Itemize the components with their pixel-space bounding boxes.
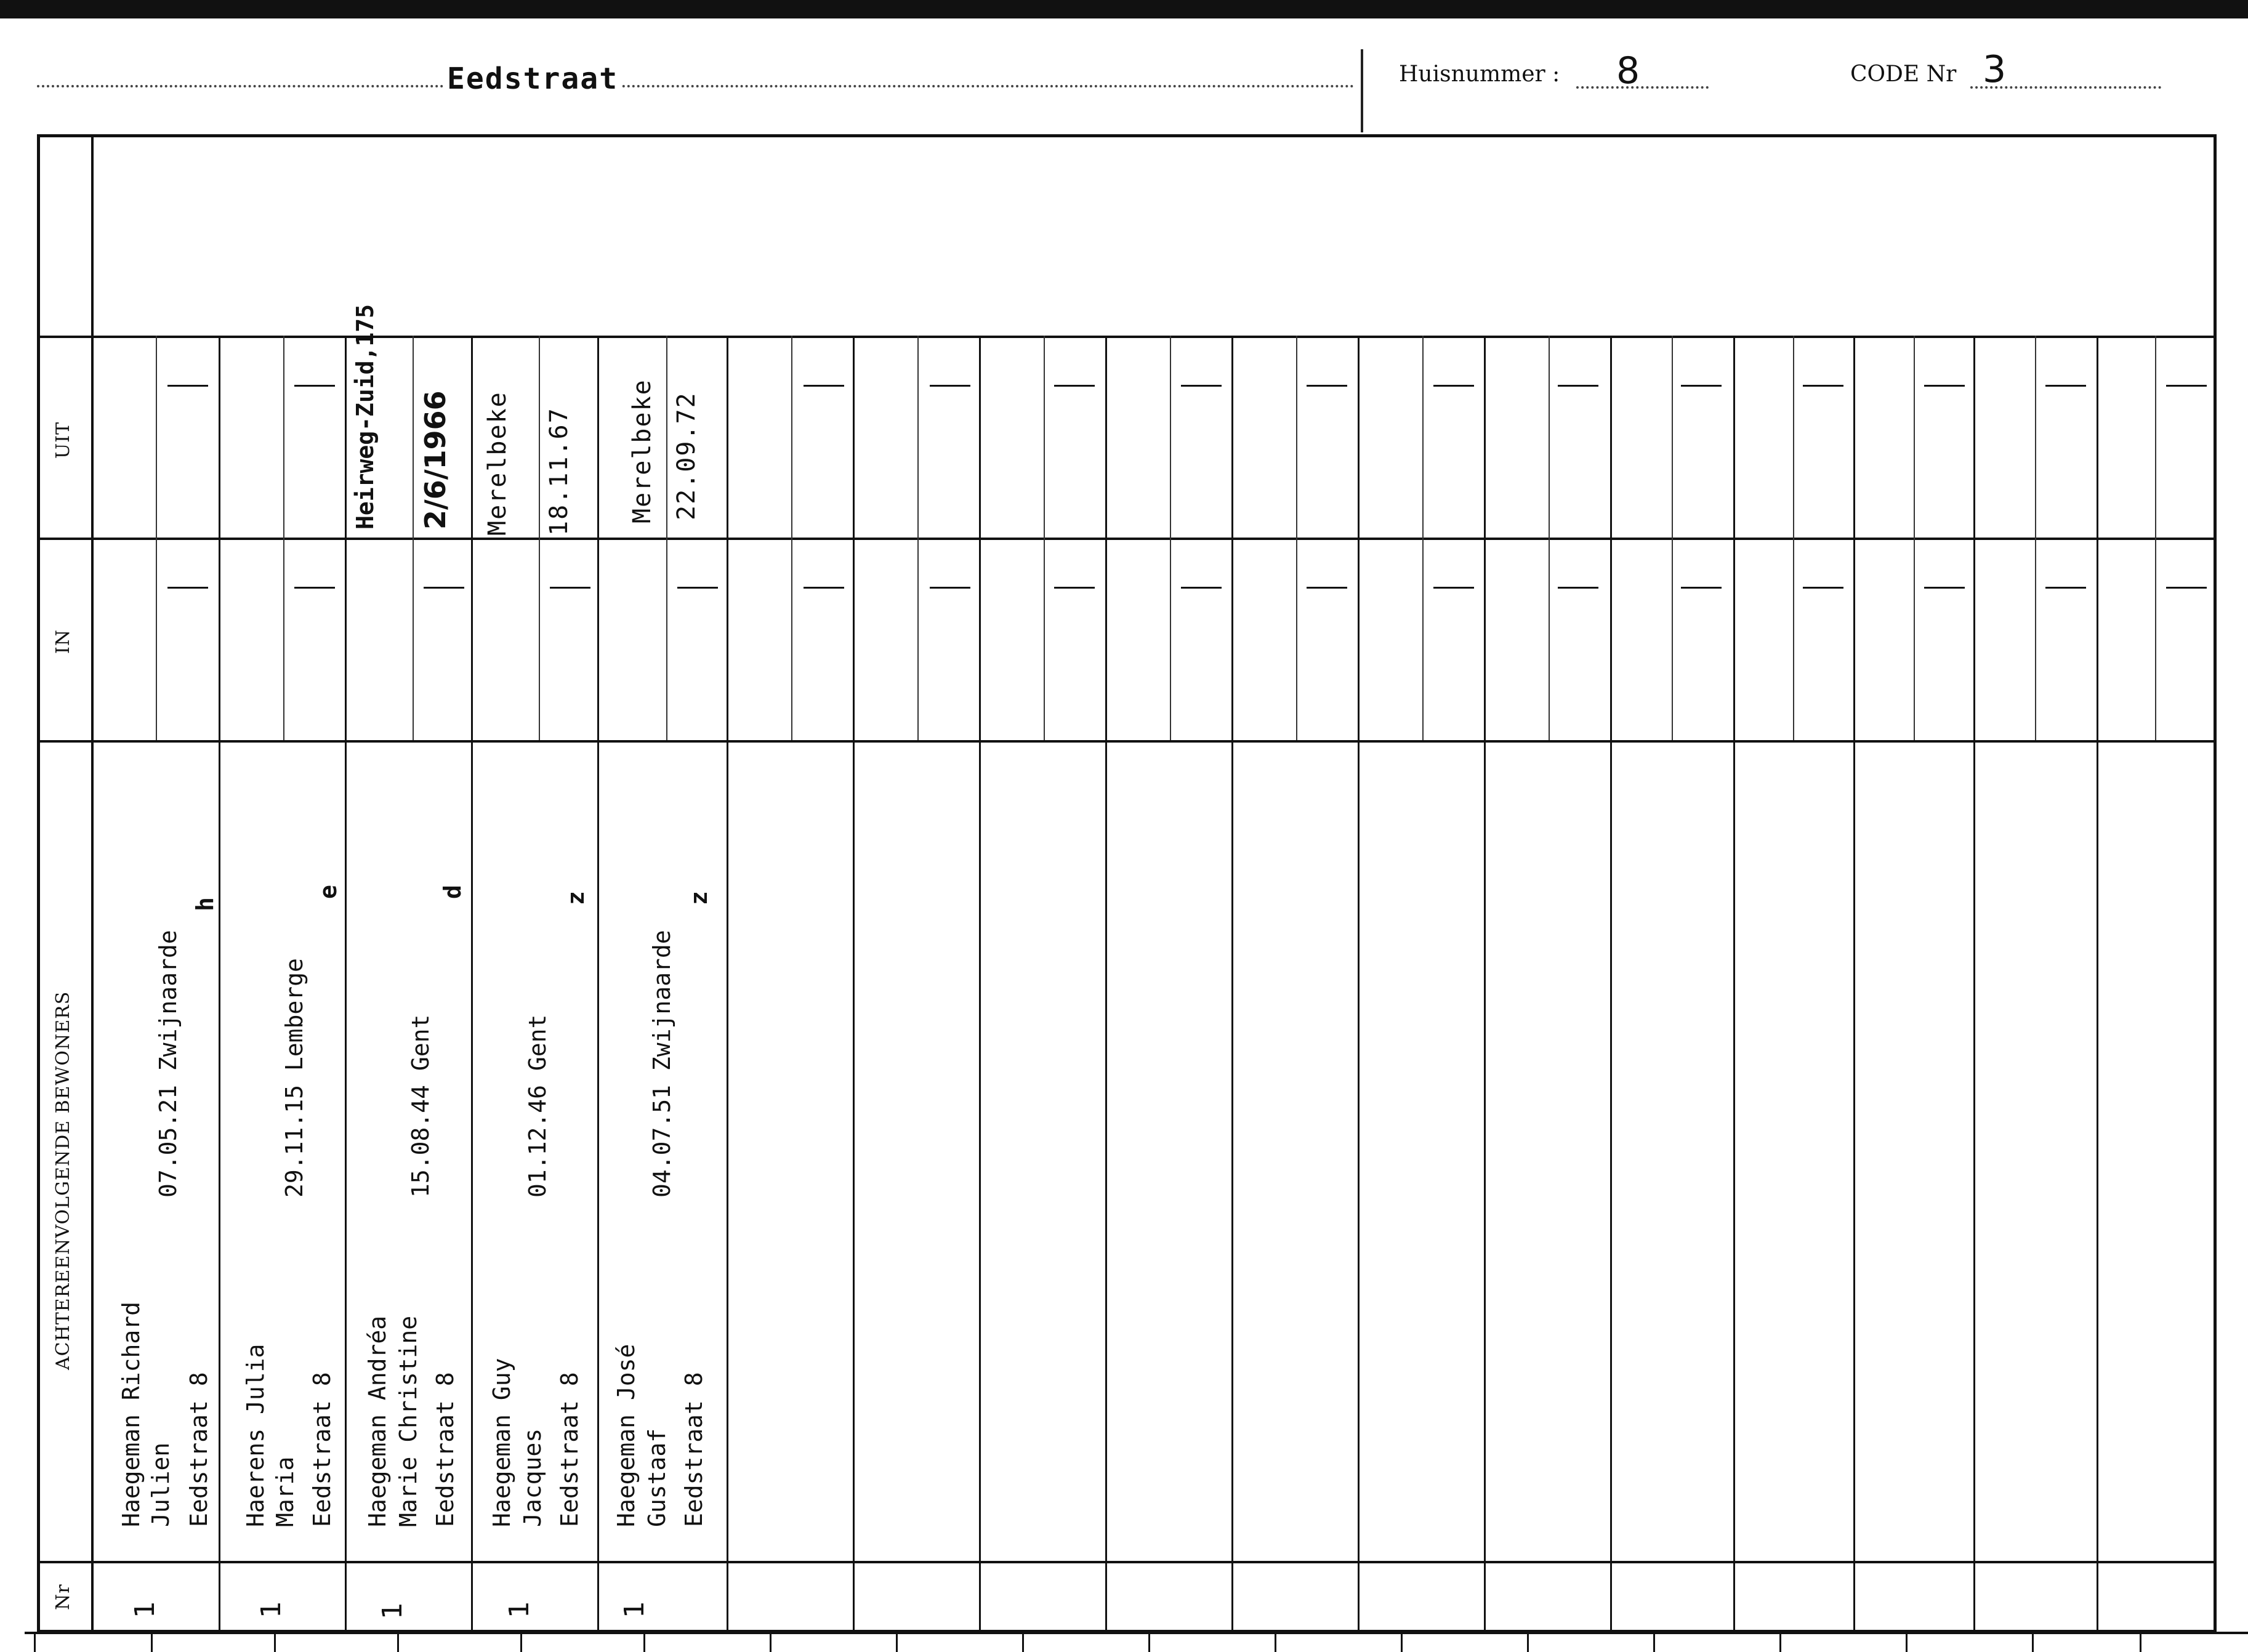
subcolumn-line xyxy=(1296,336,1297,740)
resident-birth: 29.11.15 Lemberge xyxy=(281,958,308,1198)
uit-dash xyxy=(1803,385,1843,387)
subcolumn-line xyxy=(1422,336,1424,740)
uit-dash xyxy=(294,385,335,387)
in-dash xyxy=(1803,587,1843,589)
resident-nr: 1 xyxy=(377,1602,408,1619)
in-dash xyxy=(804,587,844,589)
bottom-tick xyxy=(1401,1634,1403,1652)
in-dash xyxy=(2045,587,2086,589)
subcolumn-line xyxy=(1549,336,1550,740)
subcolumn-line xyxy=(1914,336,1915,740)
resident-status: z xyxy=(562,891,589,905)
resident-address: Eedstraat 8 xyxy=(432,1372,459,1527)
uit-dash xyxy=(167,385,208,387)
resident-birth: 07.05.21 Zwijnaarde xyxy=(155,930,182,1198)
bottom-tick xyxy=(520,1634,522,1652)
bottom-tick xyxy=(274,1634,276,1652)
in-dash xyxy=(1307,587,1347,589)
resident-name: Haegeman Andréa xyxy=(364,1315,391,1527)
resident-second-name: Maria xyxy=(272,1456,299,1527)
column-line xyxy=(345,336,347,1632)
resident-status: z xyxy=(685,891,712,905)
column-line xyxy=(1610,336,1612,1632)
bottom-tick xyxy=(643,1634,645,1652)
in-dash xyxy=(294,587,335,589)
section-nr-label: Nr xyxy=(52,1584,74,1610)
resident-status: e xyxy=(315,885,342,899)
uit-dash xyxy=(1433,385,1474,387)
uit-dash xyxy=(1054,385,1095,387)
column-line xyxy=(727,336,728,1632)
resident-address: Eedstraat 8 xyxy=(185,1372,212,1527)
resident-birth: 01.12.46 Gent xyxy=(524,1014,551,1198)
resident-nr: 1 xyxy=(504,1601,535,1618)
column-line xyxy=(1733,336,1735,1632)
uit-dash xyxy=(1924,385,1965,387)
column-line xyxy=(1484,336,1486,1632)
street-name: Eedstraat xyxy=(443,62,622,96)
resident-birth: 15.08.44 Gent xyxy=(407,1014,434,1198)
in-dash xyxy=(1558,587,1598,589)
resident-address: Eedstraat 8 xyxy=(680,1372,707,1527)
bottom-tick xyxy=(151,1634,153,1652)
uit-dash xyxy=(1307,385,1347,387)
column-line xyxy=(853,336,855,1632)
in-dash xyxy=(424,587,464,589)
resident-second-name: Marie Christine xyxy=(395,1315,422,1527)
resident-name: Haegeman Richard xyxy=(118,1301,145,1527)
label-column-divider xyxy=(91,134,94,1633)
column-line xyxy=(1973,336,1975,1632)
resident-status: d xyxy=(439,885,466,899)
divider-uit-in xyxy=(37,538,2217,540)
house-number-value: 8 xyxy=(1616,49,1640,92)
bottom-tick xyxy=(770,1634,771,1652)
uit-dash xyxy=(1558,385,1598,387)
uit-place-text: Heirweg-Zuid,175 xyxy=(352,304,379,530)
column-line xyxy=(1105,336,1107,1632)
subcolumn-line xyxy=(791,336,792,740)
section-residents-label: ACHTEREENVOLGENDE BEWONERS xyxy=(52,991,74,1370)
resident-second-name: Jacques xyxy=(519,1428,546,1527)
bottom-tick xyxy=(1148,1634,1150,1652)
in-dash xyxy=(2166,587,2207,589)
in-dash xyxy=(1054,587,1095,589)
resident-nr: 1 xyxy=(256,1601,287,1618)
subcolumn-line xyxy=(413,336,414,740)
subcolumn-line xyxy=(539,336,540,740)
in-dash xyxy=(930,587,970,589)
subcolumn-line xyxy=(917,336,919,740)
uit-dash xyxy=(2166,385,2207,387)
resident-second-name: Julien xyxy=(147,1442,174,1527)
bottom-tick xyxy=(1653,1634,1655,1652)
in-dash xyxy=(1924,587,1965,589)
bottom-tick xyxy=(1527,1634,1529,1652)
subcolumn-line xyxy=(1044,336,1045,740)
subcolumn-line xyxy=(1793,336,1794,740)
column-line xyxy=(597,336,599,1632)
subcolumn-line xyxy=(156,336,157,740)
divider-residents-nr xyxy=(37,1561,2217,1563)
subcolumn-line xyxy=(1170,336,1171,740)
subcolumn-line xyxy=(2155,336,2156,740)
bottom-tick xyxy=(1779,1634,1781,1652)
uit-date: 22.09.72 xyxy=(672,392,701,520)
uit-dash xyxy=(1681,385,1722,387)
uit-place: Merelbeke xyxy=(628,379,656,523)
in-dash xyxy=(1433,587,1474,589)
uit-dash xyxy=(930,385,970,387)
bottom-line xyxy=(25,1632,2248,1634)
section-uit-label: UIT xyxy=(52,421,74,459)
resident-status: h xyxy=(191,897,219,911)
bottom-tick xyxy=(397,1634,399,1652)
uit-date: 2/6/1966 xyxy=(419,390,452,530)
column-line xyxy=(471,336,473,1632)
uit-place xyxy=(351,304,379,530)
resident-name: Haerens Julia xyxy=(242,1344,269,1527)
resident-address: Eedstraat 8 xyxy=(308,1372,336,1527)
column-line xyxy=(1853,336,1855,1632)
uit-place: Merelbeke xyxy=(483,391,512,536)
house-number-label: Huisnummer : xyxy=(1399,62,1560,87)
in-dash xyxy=(167,587,208,589)
uit-dash xyxy=(2045,385,2086,387)
resident-name: Haegeman José xyxy=(613,1344,640,1527)
in-dash xyxy=(1181,587,1222,589)
in-dash xyxy=(677,587,718,589)
resident-address: Eedstraat 8 xyxy=(556,1372,583,1527)
divider-in-residents xyxy=(37,740,2217,743)
subcolumn-line xyxy=(2035,336,2036,740)
in-dash xyxy=(1681,587,1722,589)
resident-nr: 1 xyxy=(129,1601,161,1618)
uit-dash xyxy=(1181,385,1222,387)
column-line xyxy=(1358,336,1360,1632)
subcolumn-line xyxy=(666,336,667,740)
column-line xyxy=(219,336,220,1632)
bottom-tick xyxy=(896,1634,898,1652)
resident-nr: 1 xyxy=(619,1601,650,1618)
column-line xyxy=(2097,336,2098,1632)
subcolumn-line xyxy=(1672,336,1673,740)
subcolumn-line xyxy=(283,336,284,740)
in-dash xyxy=(550,587,590,589)
resident-name: Haegeman Guy xyxy=(488,1358,515,1527)
bottom-tick xyxy=(34,1634,36,1652)
bottom-tick xyxy=(1275,1634,1276,1652)
resident-second-name: Gustaaf xyxy=(643,1428,671,1527)
column-line xyxy=(979,336,981,1632)
uit-date: 18.11.67 xyxy=(545,407,573,536)
bottom-tick xyxy=(1022,1634,1024,1652)
resident-birth: 04.07.51 Zwijnaarde xyxy=(648,930,675,1198)
section-in-label: IN xyxy=(52,629,74,654)
code-label: CODE Nr xyxy=(1850,62,1957,87)
column-line xyxy=(1231,336,1233,1632)
bottom-tick xyxy=(1906,1634,1908,1652)
bottom-tick xyxy=(2140,1634,2141,1652)
uit-dash xyxy=(804,385,844,387)
code-value: 3 xyxy=(1983,48,2007,91)
bottom-tick xyxy=(2032,1634,2034,1652)
